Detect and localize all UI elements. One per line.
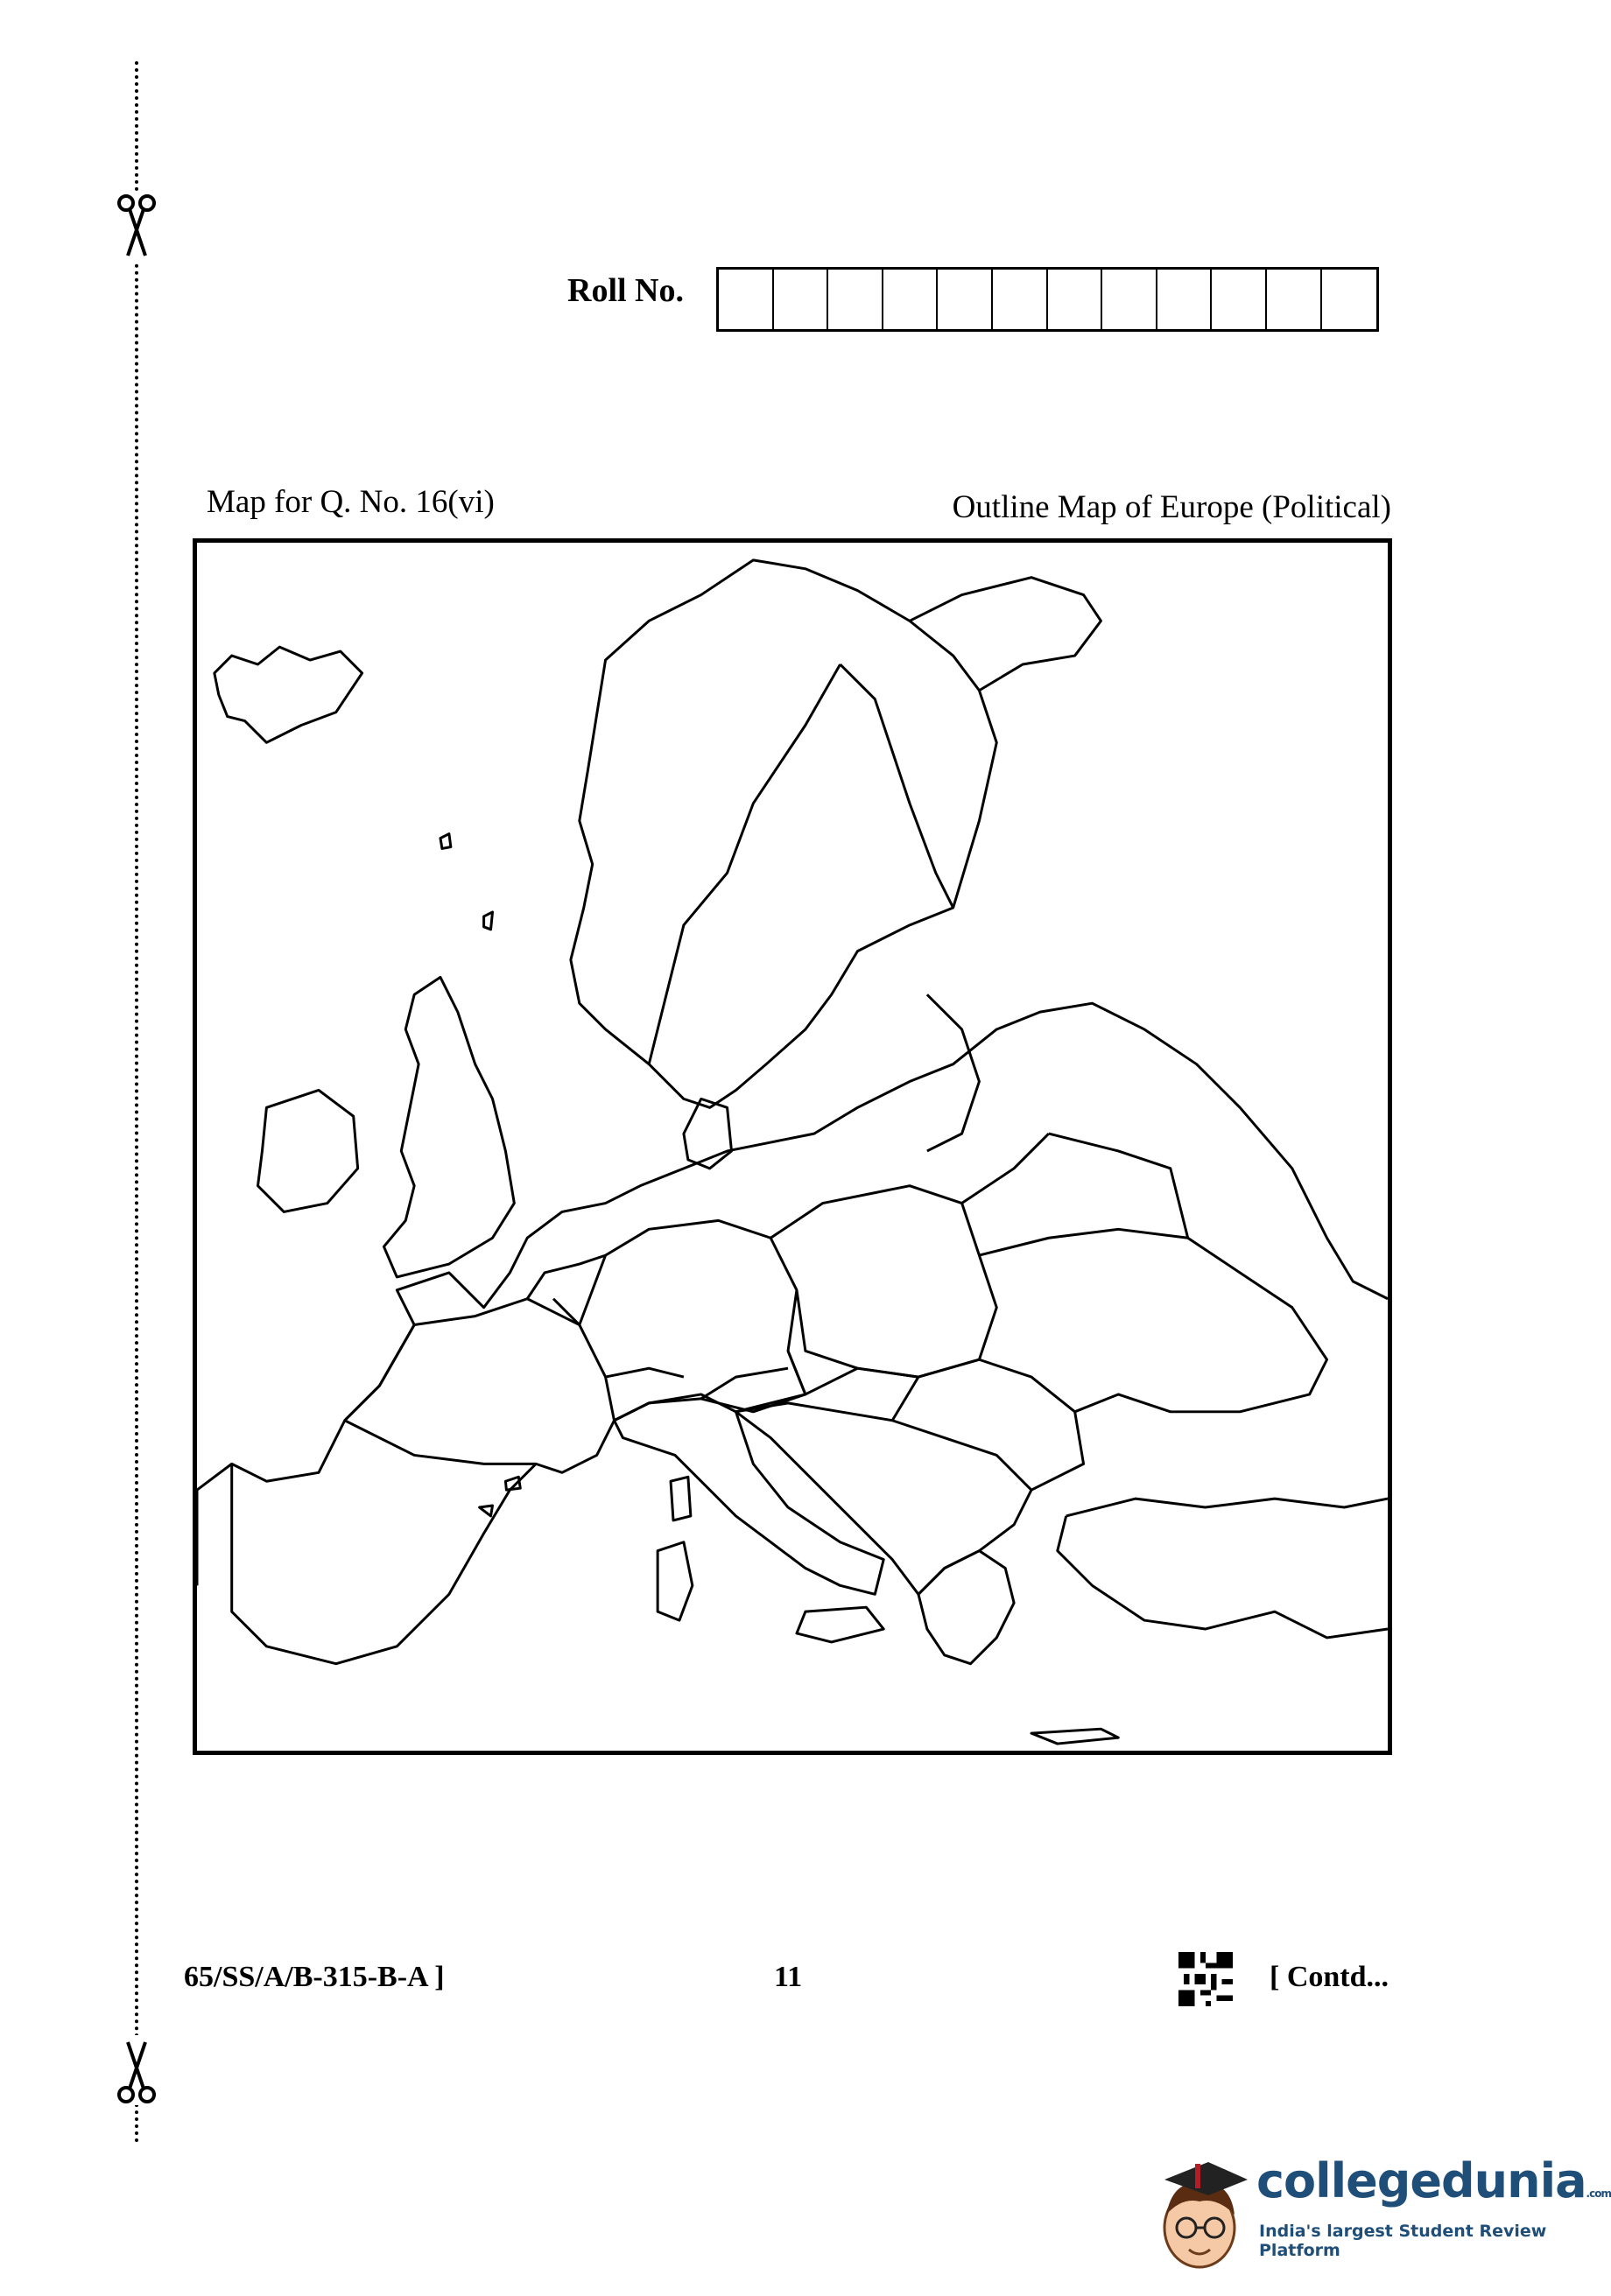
- roll-digit-box[interactable]: [1157, 270, 1213, 329]
- collegedunia-logo: [1147, 2145, 1252, 2276]
- map-title: Outline Map of Europe (Political): [952, 489, 1391, 525]
- scandinavia-outline: [571, 560, 996, 1107]
- germany-outline: [580, 1220, 806, 1420]
- roll-digit-box[interactable]: [719, 270, 774, 329]
- france-outline: [345, 1299, 615, 1473]
- brand-tagline: India's largest Student Review Platform: [1259, 2222, 1547, 2260]
- roll-number-boxes[interactable]: [716, 267, 1379, 332]
- italy-outline: [614, 1394, 883, 1594]
- ireland-outline: [257, 1090, 357, 1211]
- central-europe-borders: [735, 1351, 1083, 1490]
- roll-digit-box[interactable]: [774, 270, 829, 329]
- roll-digit-box[interactable]: [1267, 270, 1322, 329]
- map-question-ref: Map for Q. No. 16(vi): [207, 484, 495, 520]
- corsica-outline: [671, 1477, 691, 1520]
- brand-suffix: .com: [1586, 2187, 1611, 2200]
- kola-peninsula-outline: [910, 578, 1101, 691]
- collegedunia-watermark: [1147, 2145, 1611, 2276]
- roll-number-label: Roll No.: [567, 272, 684, 309]
- scissors-icon: [112, 2035, 161, 2105]
- roll-digit-box[interactable]: [828, 270, 883, 329]
- roll-digit-box[interactable]: [883, 270, 939, 329]
- finland-outline: [841, 664, 953, 908]
- brand-name: collegedunia.com: [1256, 2153, 1611, 2208]
- great-britain-outline: [383, 977, 514, 1277]
- turkey-outline: [1058, 1499, 1388, 1638]
- sicily-outline: [797, 1607, 883, 1642]
- iberia-outline: [232, 1421, 536, 1664]
- continent-outline: [197, 1003, 1388, 1585]
- iceland-outline: [215, 647, 362, 742]
- roll-digit-box[interactable]: [1048, 270, 1103, 329]
- page-number: 11: [774, 1961, 803, 1993]
- crete-outline: [1031, 1729, 1118, 1744]
- roll-digit-box[interactable]: [993, 270, 1048, 329]
- europe-map-drawing: [197, 543, 1388, 1751]
- qr-code-icon: [1178, 1952, 1233, 2006]
- continued-label: [ Contd...: [1270, 1961, 1389, 1993]
- europe-outline-map: [193, 538, 1392, 1755]
- belarus-ukraine-outline: [979, 1134, 1326, 1412]
- sardinia-outline: [658, 1542, 693, 1620]
- scissors-icon: [112, 193, 161, 263]
- roll-digit-box[interactable]: [938, 270, 993, 329]
- roll-digit-box[interactable]: [1322, 270, 1377, 329]
- poland-outline: [770, 1186, 996, 1377]
- roll-digit-box[interactable]: [1102, 270, 1157, 329]
- paper-code: 65/SS/A/B-315-B-A ]: [184, 1961, 445, 1993]
- sweden-norway-border: [649, 664, 840, 1064]
- cut-line: [135, 61, 138, 2145]
- greece-outline: [918, 1551, 1014, 1664]
- baltics-outline: [927, 994, 1049, 1203]
- roll-digit-box[interactable]: [1212, 270, 1267, 329]
